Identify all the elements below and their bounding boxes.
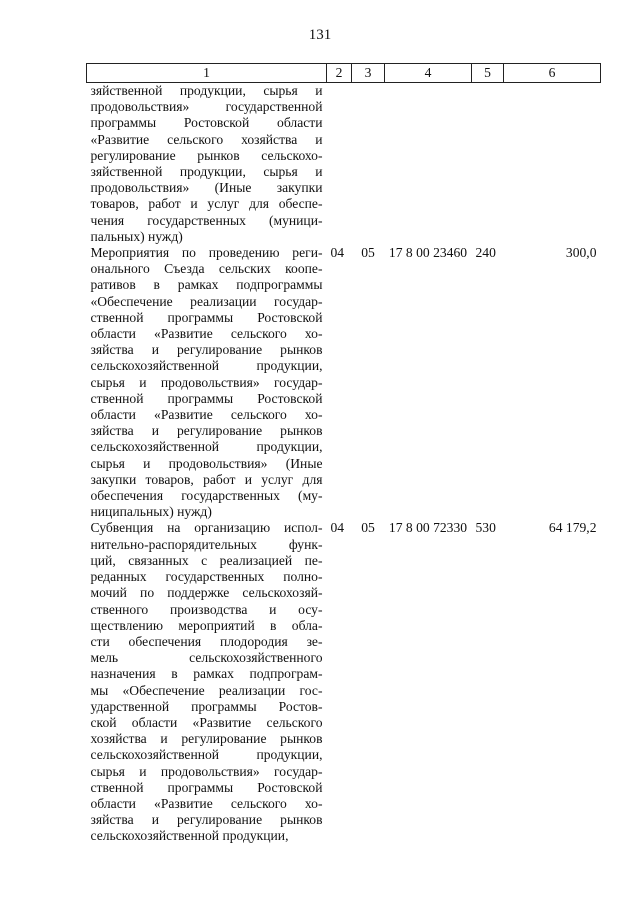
name-line: обеспечения государственных (му- <box>90 488 323 504</box>
row-name-cell <box>87 245 327 520</box>
name-line: нительно-распорядительных функ- <box>90 536 323 552</box>
table-body <box>87 83 601 845</box>
amount-cell: 300,0 <box>565 245 597 261</box>
name-line: сельскохозяйственной продукции, <box>90 828 289 844</box>
name-line: реданных государственных полно- <box>90 569 323 585</box>
name-line: регулирование рынков сельскохо- <box>90 147 323 163</box>
name-line: сырья и продовольствия» государ- <box>90 763 323 779</box>
name-line: ской области «Развитие сельского <box>90 714 323 730</box>
name-line: ративов в рамках подпрограммы <box>90 277 323 293</box>
name-line: мы «Обеспечение реализации гос- <box>90 682 323 698</box>
pr-cell: 05 <box>361 245 375 261</box>
name-line: сырья и продовольствия» государ- <box>90 374 323 390</box>
amount-cell <box>504 83 601 246</box>
name-line: продовольствия» (Иные закупки <box>90 180 323 196</box>
table-row <box>87 83 601 246</box>
rz-cell: 04 <box>330 520 345 536</box>
name-line: «Развитие сельского хозяйства и <box>90 131 323 147</box>
column-header-2: 2 <box>327 64 352 83</box>
name-line: продовольствия» государственной <box>90 99 323 115</box>
table-row <box>87 520 601 844</box>
name-line: мель сельскохозяйственного <box>90 650 323 666</box>
name-line: Субвенция на организацию испол- <box>90 520 323 536</box>
name-line: ственной программы Ростовской <box>90 390 323 406</box>
name-line: хозяйства и регулирование рынков <box>90 731 323 747</box>
pr-cell <box>352 83 385 246</box>
amount-cell: 64 179,2 <box>548 520 597 536</box>
name-line: зяйства и регулирование рынков <box>90 423 323 439</box>
rz-cell: 04 <box>330 245 345 261</box>
name-line: мочий по поддержке сельскохозяй- <box>90 585 323 601</box>
name-line: зяйства и регулирование рынков <box>90 342 323 358</box>
table-header <box>87 64 601 83</box>
name-line: пальных) нужд) <box>90 228 183 244</box>
vr-cell <box>472 83 504 246</box>
column-header-5: 5 <box>472 64 504 83</box>
vr-cell: 240 <box>475 245 496 261</box>
name-line: сельскохозяйственной продукции, <box>90 358 323 374</box>
name-line: товаров, работ и услуг для обеспе- <box>90 196 323 212</box>
name-line: ственного производства и осу- <box>90 601 323 617</box>
header-row <box>87 64 601 83</box>
name-line: ниципальных) нужд) <box>90 504 212 520</box>
name-line: ций, связанных с реализацией пе- <box>90 552 323 568</box>
csr-cell: 17 8 00 23460 <box>388 245 468 261</box>
name-line: программы Ростовской области <box>90 115 323 131</box>
name-line: сельскохозяйственной продукции, <box>90 747 323 763</box>
column-header-4: 4 <box>385 64 472 83</box>
vr-cell: 530 <box>475 520 496 536</box>
name-line: чения государственных (муници- <box>90 212 323 228</box>
name-line: закупки товаров, работ и услуг для <box>90 471 323 487</box>
name-line: зяйства и регулирование рынков <box>90 812 323 828</box>
name-line: «Обеспечение реализации государ- <box>90 293 323 309</box>
page-number: 131 <box>308 27 332 43</box>
name-line: ударственной программы Ростов- <box>90 698 323 714</box>
name-line: области «Развитие сельского хо- <box>90 326 323 342</box>
pr-cell: 05 <box>361 520 375 536</box>
row-name-cell <box>87 83 327 246</box>
name-line: зяйственной продукции, сырья и <box>90 164 323 180</box>
budget-table <box>86 63 601 845</box>
column-header-1: 1 <box>87 64 327 83</box>
name-line: Мероприятия по проведению реги- <box>90 245 323 261</box>
name-line: назначения в рамках подпрограм- <box>90 666 323 682</box>
name-line: ственной программы Ростовской <box>90 309 323 325</box>
name-line: сти обеспечения плодородия зе- <box>90 633 323 649</box>
name-line: ществлению мероприятий в обла- <box>90 617 323 633</box>
csr-cell: 17 8 00 72330 <box>388 520 468 536</box>
name-line: онального Съезда сельских коопе- <box>90 261 323 277</box>
name-line: области «Развитие сельского хо- <box>90 795 323 811</box>
row-name-cell <box>87 520 327 844</box>
name-line: сельскохозяйственной продукции, <box>90 439 323 455</box>
name-line: ственной программы Ростовской <box>90 779 323 795</box>
name-line: области «Развитие сельского хо- <box>90 407 323 423</box>
name-line: сырья и продовольствия» (Иные <box>90 455 323 471</box>
column-header-6: 6 <box>504 64 601 83</box>
csr-cell <box>385 83 472 246</box>
rz-cell <box>327 83 352 246</box>
table-row <box>87 245 601 520</box>
column-header-3: 3 <box>352 64 385 83</box>
name-line: зяйственной продукции, сырья и <box>90 83 323 98</box>
